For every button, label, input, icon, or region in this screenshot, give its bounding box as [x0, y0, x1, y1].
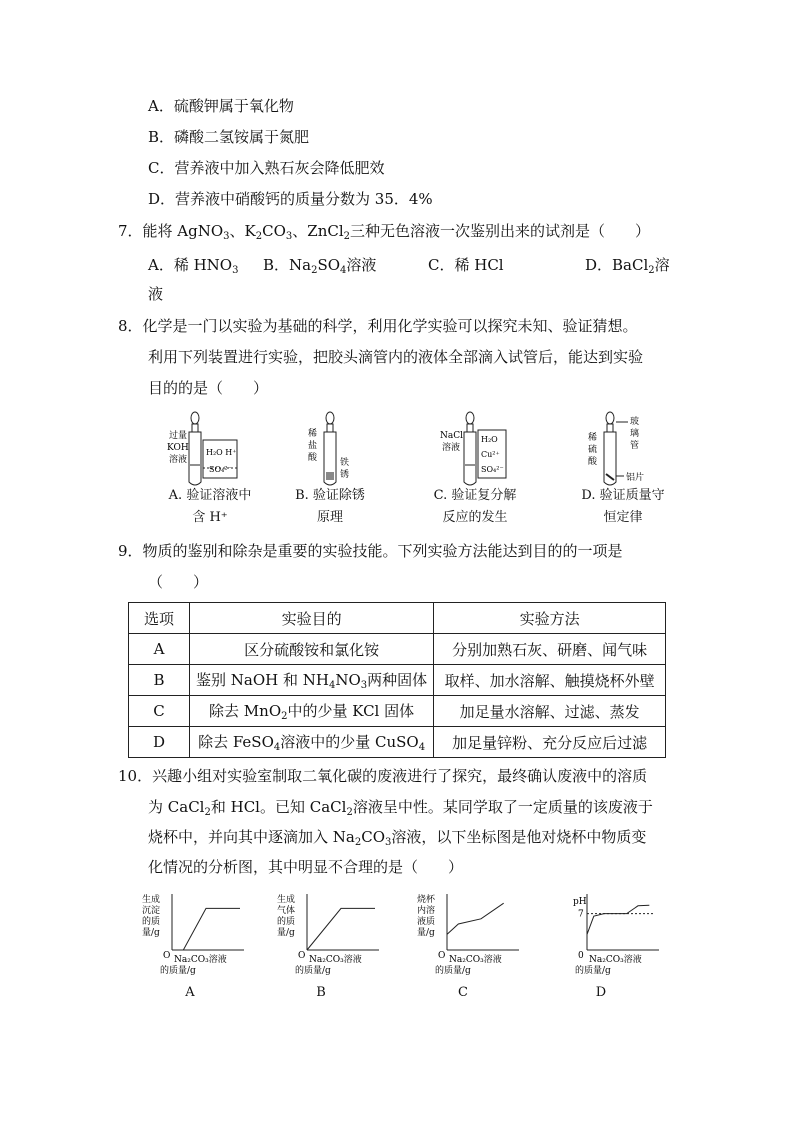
- app-b-solid-l1: 铁: [340, 458, 350, 468]
- q8-line3: 目的的是（ ）: [148, 379, 269, 397]
- q6-option-a: A．硫酸钾属于氧化物: [148, 97, 294, 115]
- row-purpose: 除去 FeSO$_4$溶液中的少量 CuSO$_4$: [190, 727, 434, 758]
- table-row: [129, 634, 666, 665]
- y-axis-label-line: 生成: [142, 895, 161, 905]
- q8-line1: 8．化学是一门以实验为基础的科学，利用化学实验可以探究未知、验证猜想。: [118, 317, 638, 335]
- x-axis-label-line: 的质量/g: [575, 966, 611, 976]
- q6-option-d: D．营养液中硝酸钙的质量分数为 35．4%: [148, 190, 433, 208]
- q10-line2: 为 CaCl$_2$和 HCl。已知 CaCl$_2$溶液呈中性。某同学取了一定质量的该废液于: [148, 798, 653, 818]
- row-purpose: 鉴别 NaOH 和 $NH_4NO_3$两种固体: [190, 665, 434, 696]
- row-method: 取样、加水溶解、触摸烧杯外壁: [434, 665, 666, 696]
- row-method: 加足量锌粉、充分反应后过滤: [434, 727, 666, 758]
- q7-option-b: B．$Na_2SO_4$溶液: [263, 256, 377, 276]
- app-d-tube-l2: 璃: [630, 429, 640, 439]
- table-row: [129, 665, 666, 696]
- app-b-solid-l2: 锈: [340, 470, 350, 480]
- q9-table: [128, 602, 666, 758]
- app-c-reagent-l2: 溶液: [442, 443, 461, 453]
- app-a-reagent-l3: 溶液: [169, 455, 188, 465]
- y-axis-label-line: 生成: [277, 895, 296, 905]
- app-c-cap-l1: C. 验证复分解: [433, 488, 517, 503]
- row-option: B: [129, 665, 190, 696]
- y-axis-label: pH: [573, 897, 587, 907]
- app-c-tube-l3: SO₄²⁻: [481, 465, 504, 474]
- app-d-tube-l3: 管: [630, 441, 640, 451]
- app-c-cap-l2: 反应的发生: [442, 510, 508, 525]
- apparatus-c-caption: [415, 485, 535, 529]
- origin-label: O: [298, 951, 306, 961]
- chart-c-label: C: [458, 985, 468, 1000]
- app-c-tube-l2: Cu²⁺: [481, 450, 500, 459]
- app-a-cap-l1: A. 验证溶液中: [168, 488, 252, 503]
- y-axis-label-line: 量/g: [142, 928, 160, 938]
- y-axis-label-line: 的质: [142, 917, 161, 927]
- x-axis-label-line: Na₂CO₃溶液: [174, 955, 227, 965]
- y-axis-label-line: 烧杯: [417, 895, 436, 905]
- app-d-tube-l1: 玻: [630, 417, 640, 427]
- x-axis-label-line: 的质量/g: [435, 966, 471, 976]
- chart-d: [555, 890, 665, 980]
- apparatus-d: [580, 410, 660, 490]
- app-c-tube-l1: H₂O: [481, 435, 498, 444]
- app-b-cap-l2: 原理: [316, 510, 343, 525]
- q10-line1: 10．兴趣小组对实验室制取二氧化碳的废液进行了探究，最终确认废液中的溶质: [118, 767, 648, 785]
- app-b-reagent-l3: 酸: [308, 453, 318, 463]
- app-c-reagent-l1: NaCl: [440, 431, 464, 441]
- origin-label: O: [438, 951, 446, 961]
- y-axis-label-line: 的质: [277, 917, 296, 927]
- apparatus-c: [440, 410, 520, 490]
- apparatus-a-caption: [150, 485, 270, 529]
- x-axis-label-line: 的质量/g: [160, 966, 196, 976]
- row-option: D: [129, 727, 190, 758]
- app-d-cap-l2: 恒定律: [603, 510, 643, 525]
- app-d-solid: 铝片: [626, 473, 645, 483]
- table-header-row: [129, 603, 666, 634]
- app-a-cap-l2: 含 H⁺: [192, 510, 228, 525]
- apparatus-d-caption: [563, 485, 683, 529]
- x-axis-label-line: Na₂CO₃溶液: [589, 955, 642, 965]
- q10-line3: 烧杯中，并向其中逐滴加入 $Na_2CO_3$溶液，以下坐标图是他对烧杯中物质变: [148, 828, 647, 848]
- app-a-reagent-l1: 过量: [169, 431, 188, 441]
- row-option: C: [129, 696, 190, 727]
- q9-line2: （ ）: [148, 573, 209, 591]
- app-b-reagent-l1: 稀: [308, 429, 318, 439]
- app-a-tube-l1: H₂O H⁺: [206, 448, 237, 457]
- q10-line4: 化情况的分析图，其中明显不合理的是（ ）: [148, 858, 464, 876]
- q7-option-a: A．稀 $HNO_3$: [148, 256, 239, 276]
- origin-label: O: [163, 951, 171, 961]
- y-axis-label-line: 液质: [417, 917, 436, 927]
- chart-b-label: B: [316, 985, 326, 1000]
- row-method: 分别加熟石灰、研磨、闻气味: [434, 634, 666, 665]
- q8-line2: 利用下列装置进行实验，把胶头滴管内的液体全部滴入试管后，能达到实验: [148, 348, 644, 366]
- y-axis-label-line: 沉淀: [142, 906, 161, 916]
- q6-option-b: B．磷酸二氢铵属于氮肥: [148, 128, 310, 146]
- chart-a-label: A: [185, 985, 195, 1000]
- header-option: 选项: [129, 603, 190, 634]
- app-a-reagent-l2: KOH: [167, 443, 189, 453]
- chart-a: [140, 890, 250, 980]
- y-axis-label-line: 量/g: [417, 928, 435, 938]
- table-row: [129, 696, 666, 727]
- reference-tick-label: 7: [578, 909, 584, 920]
- x-axis-label-line: 的质量/g: [295, 966, 331, 976]
- header-method: 实验方法: [434, 603, 666, 634]
- q7-option-d-wrap: 液: [148, 285, 164, 303]
- app-d-cap-l1: D. 验证质量守: [581, 488, 665, 503]
- row-option: A: [129, 634, 190, 665]
- series-line: [447, 903, 504, 934]
- q9-line1: 9．物质的鉴别和除杂是重要的实验技能。下列实验方法能达到目的的一项是: [118, 542, 623, 560]
- app-b-cap-l1: B. 验证除锈: [295, 488, 365, 503]
- q7-option-d: D．BaCl$_2$溶: [585, 256, 670, 276]
- origin-label: 0: [578, 951, 584, 961]
- series-line: [307, 908, 375, 950]
- chart-d-label: D: [595, 985, 607, 1000]
- row-purpose: 区分硫酸铵和氯化铵: [190, 634, 434, 665]
- app-d-reagent-l1: 稀: [588, 433, 598, 443]
- row-method: 加足量水溶解、过滤、蒸发: [434, 696, 666, 727]
- apparatus-a: [165, 410, 255, 490]
- chart-c: [415, 890, 525, 980]
- app-a-tube-l2: SO₄²⁻: [209, 465, 232, 474]
- apparatus-b-caption: [270, 485, 390, 529]
- apparatus-b: [300, 410, 370, 490]
- x-axis-label-line: Na₂CO₃溶液: [309, 955, 362, 965]
- x-axis-label-line: Na₂CO₃溶液: [449, 955, 502, 965]
- chart-b: [275, 890, 385, 980]
- q7-stem: 7．能将 AgNO$_3$、$K_2CO_3$、ZnCl$_2$三种无色溶液一次鉴别出来的试剂是（ ）: [118, 222, 651, 242]
- header-purpose: 实验目的: [190, 603, 434, 634]
- row-purpose: 除去 MnO$_2$中的少量 KCl 固体: [190, 696, 434, 727]
- q6-option-c: C．营养液中加入熟石灰会降低肥效: [148, 159, 385, 177]
- y-axis-label-line: 内溶: [417, 906, 436, 916]
- table-row: [129, 727, 666, 758]
- series-line: [172, 908, 240, 950]
- q7-option-c: C．稀 HCl: [428, 256, 504, 274]
- y-axis-label-line: 气体: [277, 906, 296, 916]
- app-d-reagent-l3: 酸: [588, 457, 598, 467]
- series-line: [587, 905, 649, 934]
- y-axis-label-line: 量/g: [277, 928, 295, 938]
- app-d-reagent-l2: 硫: [588, 445, 598, 455]
- app-b-reagent-l2: 盐: [308, 441, 318, 451]
